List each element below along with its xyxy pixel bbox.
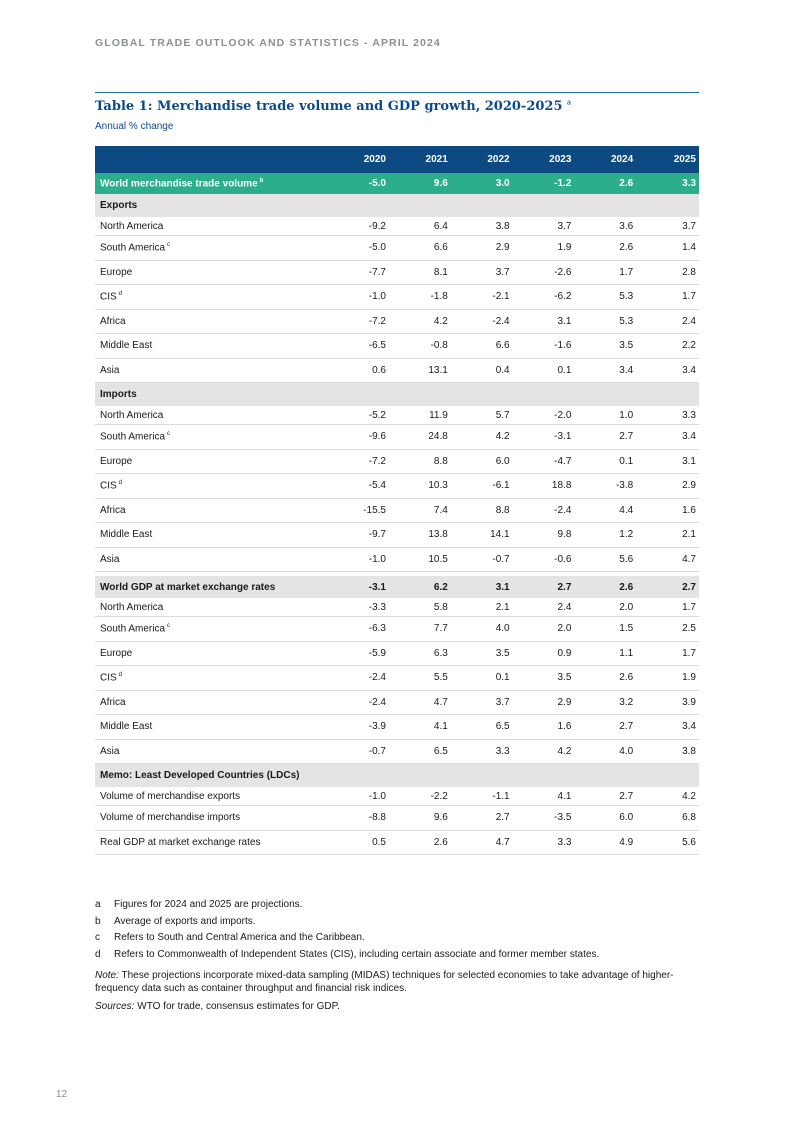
cell-2020: -2.4 [368,696,386,708]
cell-2020: -5.9 [368,647,386,659]
cell-2024: 1.1 [619,647,634,659]
cell-2020: -7.2 [368,315,386,327]
cell-2024: 3.4 [619,364,634,376]
cell-2025: 3.7 [682,220,696,232]
cell-2020: 0.5 [372,836,386,848]
row-label-text: Middle East [100,721,153,733]
cell-2022: 6.6 [495,340,510,352]
table-row [95,406,699,425]
cell-2025: 3.9 [682,696,696,708]
cell-2025: 3.8 [682,745,696,757]
footnote-text: Refers to South and Central America and the Caribbean. [114,932,365,943]
row-label-text: CIS [100,291,117,303]
cell-2022: 14.1 [490,529,510,541]
cell-2022: 3.8 [495,220,510,232]
cell-2020: -3.1 [368,581,386,593]
table-row [95,425,699,450]
cell-2022: 4.7 [495,836,510,848]
cell-2025: 5.6 [682,836,696,848]
cell-2022: 3.1 [495,581,510,593]
exports-section-header [95,194,699,217]
row-label [95,697,328,708]
footnote-item [95,930,695,947]
cell-2023: -3.1 [554,431,572,443]
footnote-marker: c [167,242,171,249]
row-label [95,746,328,757]
cell-2021: 5.5 [433,672,448,684]
row-label [95,221,328,232]
cell-2024: 1.0 [619,409,634,421]
footnote-text: Average of exports and imports. [114,915,256,927]
cell-2020: -3.9 [368,721,386,733]
table-row [95,285,699,310]
cell-2025: 2.5 [682,623,696,635]
row-label [95,837,328,848]
cell-2022: 4.0 [495,623,510,635]
table-row [95,642,699,667]
table-row [95,450,699,475]
cell-2021: 8.1 [433,266,448,278]
cell-2020: -1.0 [368,790,386,802]
cell-2024: 2.6 [619,178,634,189]
cell-2025: 2.7 [682,581,696,593]
table-row [95,217,699,236]
cell-2023: 4.1 [557,790,572,802]
cell-2020: -6.5 [368,340,386,352]
cell-2022: 3.7 [495,696,510,708]
cell-2025: 1.7 [682,647,696,659]
row-label-text: CIS [100,672,117,684]
note-lead: Note: [95,970,119,981]
footnote-letter: b [95,915,101,927]
cell-2025: 3.4 [682,721,696,733]
row-label-text: Europe [100,455,133,467]
cell-2023: 1.9 [557,242,572,254]
cell-2025: 1.6 [682,504,696,516]
table-row [95,334,699,359]
table-row [95,523,699,548]
section-title: Memo: Least Developed Countries (LDCs) [100,770,300,781]
footnotes [95,897,695,963]
row-label [95,410,328,421]
note-paragraph [95,969,695,995]
row-label [95,791,328,802]
cell-2021: 6.6 [433,242,448,254]
cell-2020: -9.7 [368,529,386,541]
section-title: Exports [100,200,138,211]
cell-2025: 3.3 [682,178,696,189]
cell-2022: 6.0 [495,455,510,467]
cell-2024: 1.5 [619,623,634,635]
row-label-text: Asia [100,553,120,565]
cell-2021: 6.3 [433,647,448,659]
row-label [95,554,328,565]
cell-2024: 3.6 [619,220,634,232]
table-row [95,715,699,740]
cell-2022: 8.8 [495,504,510,516]
cell-2025: 2.9 [682,480,696,492]
row-label [95,267,328,278]
cell-2021: 6.5 [433,745,448,757]
cell-2021: -2.2 [430,790,448,802]
row-label-text: Volume of merchandise imports [100,812,241,824]
row-label-text: Europe [100,266,133,278]
cell-2020: -5.2 [368,409,386,421]
cell-2024: 5.3 [619,315,634,327]
row-label [95,505,328,516]
footnote-text: Refers to Commonwealth of Independent States (CIS), including certain associate and former member states. [114,948,600,960]
cell-2022: 2.7 [495,812,510,824]
section-title: World GDP at market exchange rates [100,581,276,593]
row-label [95,431,328,442]
row-label [95,456,328,467]
row-label [95,721,328,732]
footnote-letter: c [95,932,100,943]
row-label [95,365,328,376]
cell-2025: 2.2 [682,340,696,352]
column-header: 2022 [487,154,510,165]
cell-2021: 8.8 [433,455,448,467]
cell-2024: 6.0 [619,812,634,824]
cell-2021: 24.8 [428,431,448,443]
cell-2021: 5.8 [433,601,448,613]
cell-2024: 2.6 [619,672,634,684]
cell-2025: 2.4 [682,315,696,327]
column-header: 2021 [425,154,448,165]
footnote-marker: d [118,480,123,487]
title-footnote-marker: a [567,99,571,107]
row-label [95,812,328,823]
row-label [95,602,328,613]
row-label [95,480,328,491]
table-row [95,617,699,642]
cell-2025: 1.7 [682,291,696,303]
row-label [95,340,328,351]
table-row [95,359,699,384]
row-label-text: North America [100,601,164,613]
cell-2022: 5.7 [495,409,510,421]
row-label-text: Real GDP at market exchange rates [100,836,261,848]
cell-2023: -4.7 [554,455,572,467]
row-label-text: South America [100,623,166,635]
cell-2022: 3.3 [495,745,510,757]
cell-2023: 18.8 [551,480,572,492]
cell-2020: -7.2 [368,455,386,467]
row-label-text: Middle East [100,340,153,352]
cell-2021: 6.2 [433,581,448,593]
cell-2025: 1.7 [682,601,696,613]
cell-2020: -8.8 [368,812,386,824]
row-label [95,672,328,683]
table-row [95,310,699,335]
cell-2023: -6.2 [554,291,572,303]
cell-2024: 3.2 [619,696,634,708]
cell-2022: 3.0 [495,178,510,189]
world-gdp-row [95,576,699,598]
cell-2021: 4.2 [433,315,448,327]
table-row [95,740,699,765]
page-number: 12 [56,1089,68,1100]
cell-2022: 2.1 [495,601,510,613]
cell-2020: -5.4 [368,480,386,492]
world-trade-label [95,178,328,189]
table-title-text: Table 1: Merchandise trade volume and GDP growth, 2020-2025 [95,99,563,114]
trade-table [95,146,699,855]
footnote-marker: d [118,672,123,679]
cell-2020: -5.0 [368,242,386,254]
cell-2025: 1.4 [682,242,696,254]
cell-2021: 7.7 [433,623,448,635]
cell-2020: -0.7 [368,745,386,757]
world-trade-row [95,173,699,194]
footnote-marker: c [167,623,171,630]
footnote-text: Figures for 2024 and 2025 are projections. [114,899,303,910]
row-label-text: Africa [100,504,126,516]
cell-2024: 2.6 [619,581,634,593]
table-header-row [95,146,699,173]
section-title: Imports [100,389,137,400]
cell-2024: 4.0 [619,745,634,757]
cell-2023: 3.7 [557,220,572,232]
cell-2023: -2.6 [554,266,572,278]
table-row [95,499,699,524]
cell-2024: 0.1 [619,455,634,467]
cell-2025: 3.4 [682,431,696,443]
cell-2023: 2.7 [557,581,572,593]
cell-2025: 2.1 [682,529,696,541]
cell-2021: 9.6 [433,178,448,189]
cell-2025: 3.4 [682,364,696,376]
footnote-item [95,897,695,914]
memo-section-header [95,764,699,787]
row-label-text: North America [100,409,164,421]
row-label-text: Middle East [100,529,153,541]
table-row [95,787,699,806]
table-row [95,806,699,831]
cell-2023: 0.1 [557,364,572,376]
table-row [95,548,699,573]
cell-2024: 4.4 [619,504,634,516]
cell-2024: 4.9 [619,836,634,848]
cell-2024: 2.0 [619,601,634,613]
cell-2021: 4.7 [433,696,448,708]
cell-2021: 2.6 [433,836,448,848]
cell-2022: 0.1 [495,672,510,684]
cell-2021: 4.1 [433,721,448,733]
cell-2022: -0.7 [492,553,510,565]
cell-2024: 2.6 [619,242,634,254]
cell-2020: -7.7 [368,266,386,278]
cell-2024: 2.7 [619,790,634,802]
cell-2020: -1.0 [368,291,386,303]
header-rule [95,92,699,93]
row-label [95,648,328,659]
row-label-text: South America [100,242,166,254]
footnote-marker: d [118,291,123,298]
row-label-text: South America [100,431,166,443]
row-label-text: Africa [100,315,126,327]
table-row [95,691,699,716]
cell-2023: 2.0 [557,623,572,635]
cell-2021: 10.5 [428,553,448,565]
row-label-text: Volume of merchandise exports [100,790,241,802]
cell-2020: -1.0 [368,553,386,565]
column-header: 2023 [549,154,572,165]
table-subtitle: Annual % change [95,121,174,132]
column-header: 2025 [673,154,696,165]
cell-2024: 3.5 [619,340,634,352]
row-label [95,242,328,253]
cell-2022: 4.2 [495,431,510,443]
table-row [95,831,699,856]
cell-2020: -2.4 [368,672,386,684]
running-head: GLOBAL TRADE OUTLOOK AND STATISTICS - APRIL 2024 [95,37,441,49]
cell-2023: -1.2 [554,178,572,189]
cell-2022: 6.5 [495,721,510,733]
cell-2023: 3.3 [557,836,572,848]
cell-2020: -5.0 [368,178,386,189]
cell-2023: -3.5 [554,812,572,824]
cell-2024: 5.3 [619,291,634,303]
cell-2022: 2.9 [495,242,510,254]
cell-2023: 2.9 [557,696,572,708]
cell-2021: 13.1 [428,364,448,376]
cell-2021: 9.6 [433,812,448,824]
cell-2023: -2.4 [554,504,572,516]
cell-2025: 2.8 [682,266,696,278]
cell-2020: -3.3 [368,601,386,613]
cell-2024: 1.7 [619,266,634,278]
cell-2023: -1.6 [554,340,572,352]
row-label-text: CIS [100,480,117,492]
cell-2022: 3.5 [495,647,510,659]
sources-lead: Sources: [95,1001,135,1012]
table-row [95,474,699,499]
cell-2024: 2.7 [619,431,634,443]
cell-2021: 10.3 [428,480,448,492]
sources-paragraph [95,1000,695,1013]
cell-2020: -15.5 [363,504,386,516]
cell-2025: 3.3 [682,409,696,421]
cell-2025: 1.9 [682,672,696,684]
row-label-text: North America [100,220,164,232]
column-header: 2020 [363,154,386,165]
cell-2024: 1.2 [619,529,634,541]
cell-2022: -2.1 [492,291,510,303]
footnote-letter: a [95,899,101,910]
table-title [95,99,571,114]
cell-2021: 11.9 [429,409,448,421]
cell-2021: -0.8 [430,340,448,352]
row-label-text: Africa [100,696,126,708]
table-row [95,261,699,286]
cell-2023: 0.9 [557,647,572,659]
cell-2023: 4.2 [557,745,572,757]
cell-2022: -1.1 [492,790,510,802]
cell-2022: -2.4 [492,315,510,327]
cell-2025: 4.2 [682,790,696,802]
footnote-marker: c [167,431,171,438]
cell-2023: 9.8 [557,529,572,541]
cell-2025: 6.8 [682,812,696,824]
row-label [95,529,328,540]
cell-2023: 1.6 [557,721,572,733]
table-row [95,236,699,261]
cell-2022: 0.4 [495,364,510,376]
sources-text: WTO for trade, consensus estimates for GDP. [137,1001,340,1012]
cell-2023: 3.5 [557,672,572,684]
cell-2021: 7.4 [433,504,448,516]
imports-section-header [95,383,699,406]
footnote-marker: b [259,177,264,184]
row-label [95,291,328,302]
cell-2020: -6.3 [368,623,386,635]
cell-2022: -6.1 [492,480,510,492]
cell-2023: -0.6 [554,553,572,565]
row-label-text: World merchandise trade volume [100,178,258,190]
row-label-text: Asia [100,745,120,757]
cell-2020: -9.6 [368,431,386,443]
row-label [95,623,328,634]
table-row [95,598,699,617]
footnote-item [95,947,695,964]
cell-2020: -9.2 [368,220,386,232]
cell-2024: 2.7 [619,721,634,733]
footnote-letter: d [95,948,101,960]
row-label-text: Asia [100,364,120,376]
cell-2021: 13.8 [428,529,448,541]
table-row [95,666,699,691]
cell-2023: -2.0 [554,409,572,421]
cell-2020: 0.6 [372,364,386,376]
cell-2022: 3.7 [495,266,510,278]
cell-2024: 5.6 [619,553,634,565]
cell-2021: -1.8 [430,291,448,303]
note-text: These projections incorporate mixed-data sampling (MIDAS) techniques for selected economies to take advantage of higher-frequency data such as container throughput and financial risk indices. [95,970,674,994]
cell-2025: 4.7 [682,553,696,565]
footnote-item [95,914,695,931]
cell-2023: 3.1 [557,315,572,327]
cell-2025: 3.1 [682,455,696,467]
cell-2021: 6.4 [433,220,448,232]
cell-2023: 2.4 [557,601,572,613]
row-label [95,316,328,327]
row-label-text: Europe [100,647,133,659]
column-header: 2024 [610,154,634,165]
cell-2024: -3.8 [615,480,634,492]
